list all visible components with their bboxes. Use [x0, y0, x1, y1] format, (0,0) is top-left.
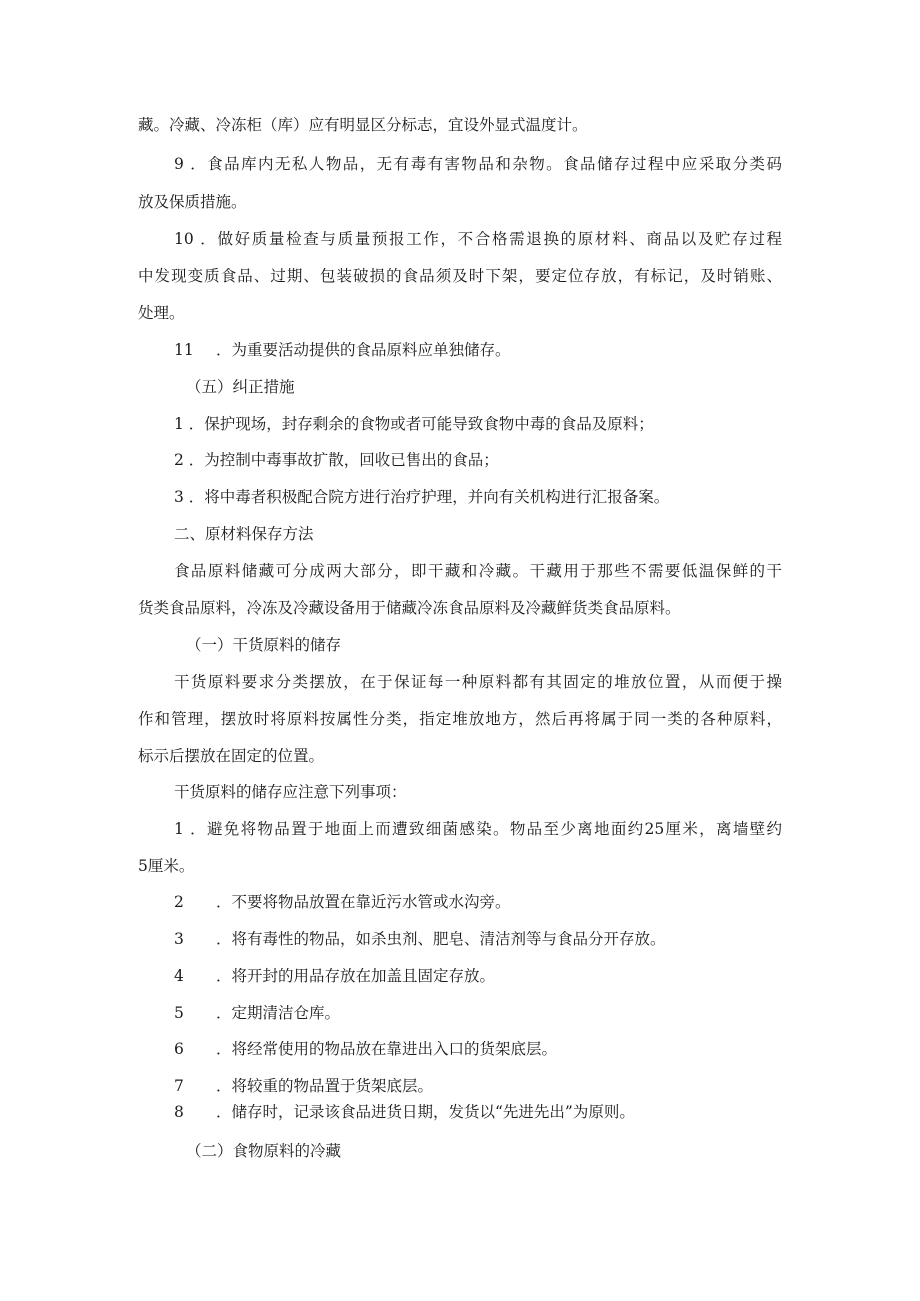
paragraph-line: 货类食品原料，冷冻及冷藏设备用于储藏冷冻食品原料及冷藏鲜货类食品原料。	[138, 599, 681, 617]
list-item: ．将开封的用品存放在加盖且固定存放。	[216, 967, 496, 985]
list-item: ．将有毒性的物品，如杀虫剂、肥皂、清洁剂等与食品分开存放。	[216, 930, 666, 948]
list-number: 11	[174, 341, 194, 359]
paragraph-line: 食品原料储藏可分成两大部分，即干藏和冷藏。干藏用于那些不需要低温保鲜的干	[174, 562, 782, 580]
paragraph-line: 5厘米。	[138, 857, 195, 875]
paragraph-line: 1 ．保护现场，封存剩余的食物或者可能导致食物中毒的食品及原料；	[174, 415, 654, 433]
list-number: 8	[174, 1103, 184, 1121]
paragraph-line: 中发现变质食品、过期、包装破损的食品须及时下架，要定位存放，有标记，及时销账、	[138, 267, 782, 285]
paragraph-line: 藏。冷藏、冷冻柜（库）应有明显区分标志，宜设外显式温度计。	[138, 116, 588, 134]
list-item: ．将较重的物品置于货架底层。	[216, 1077, 434, 1095]
section-heading: 二、原材料保存方法	[174, 525, 314, 543]
list-item: ．不要将物品放置在靠近污水管或水沟旁。	[216, 893, 511, 911]
paragraph-line: 10 ．做好质量检查与质量预报工作，不合格需退换的原材料、商品以及贮存过程	[174, 230, 782, 248]
paragraph-line: 9 ．食品库内无私人物品，无有毒有害物品和杂物。食品储存过程中应采取分类码	[174, 155, 782, 173]
list-item: ．储存时，记录该食品进货日期，发货以“先进先出”为原则。	[216, 1103, 635, 1121]
paragraph-line: 标示后摆放在固定的位置。	[138, 747, 325, 765]
list-number: 4	[174, 967, 184, 985]
section-heading: （二）食物原料的冷藏	[186, 1142, 342, 1160]
list-number: 7	[174, 1077, 184, 1095]
paragraph-line: 干货原料的储存应注意下列事项：	[174, 783, 407, 801]
list-number: 3	[174, 930, 184, 948]
paragraph-line: 处理。	[138, 304, 185, 322]
list-number: 2	[174, 893, 184, 911]
paragraph-line: 1 ．避免将物品置于地面上而遭致细菌感染。物品至少离地面约25厘米，离墙壁约	[174, 820, 782, 838]
paragraph-line: ．为重要活动提供的食品原料应单独储存。	[216, 341, 511, 359]
paragraph-line: 3 ．将中毒者积极配合院方进行治疗护理，并向有关机构进行汇报备案。	[174, 488, 670, 506]
list-number: 5	[174, 1004, 184, 1022]
paragraph-line: 放及保质措施。	[138, 193, 247, 211]
paragraph-line: 干货原料要求分类摆放，在于保证每一种原料都有其固定的堆放位置，从而便于操	[174, 673, 782, 691]
paragraph-line: 作和管理，摆放时将原料按属性分类，指定堆放地方，然后再将属于同一类的各种原料，	[138, 710, 782, 728]
section-heading: （一）干货原料的储存	[186, 636, 342, 654]
list-item: ．将经常使用的物品放在靠进出入口的货架底层。	[216, 1040, 558, 1058]
list-item: ．定期清洁仓库。	[216, 1004, 341, 1022]
list-number: 6	[174, 1040, 184, 1058]
paragraph-line: 2 ．为控制中毒事故扩散，回收已售出的食品；	[174, 451, 499, 469]
section-heading: （五）纠正措施	[186, 378, 295, 396]
